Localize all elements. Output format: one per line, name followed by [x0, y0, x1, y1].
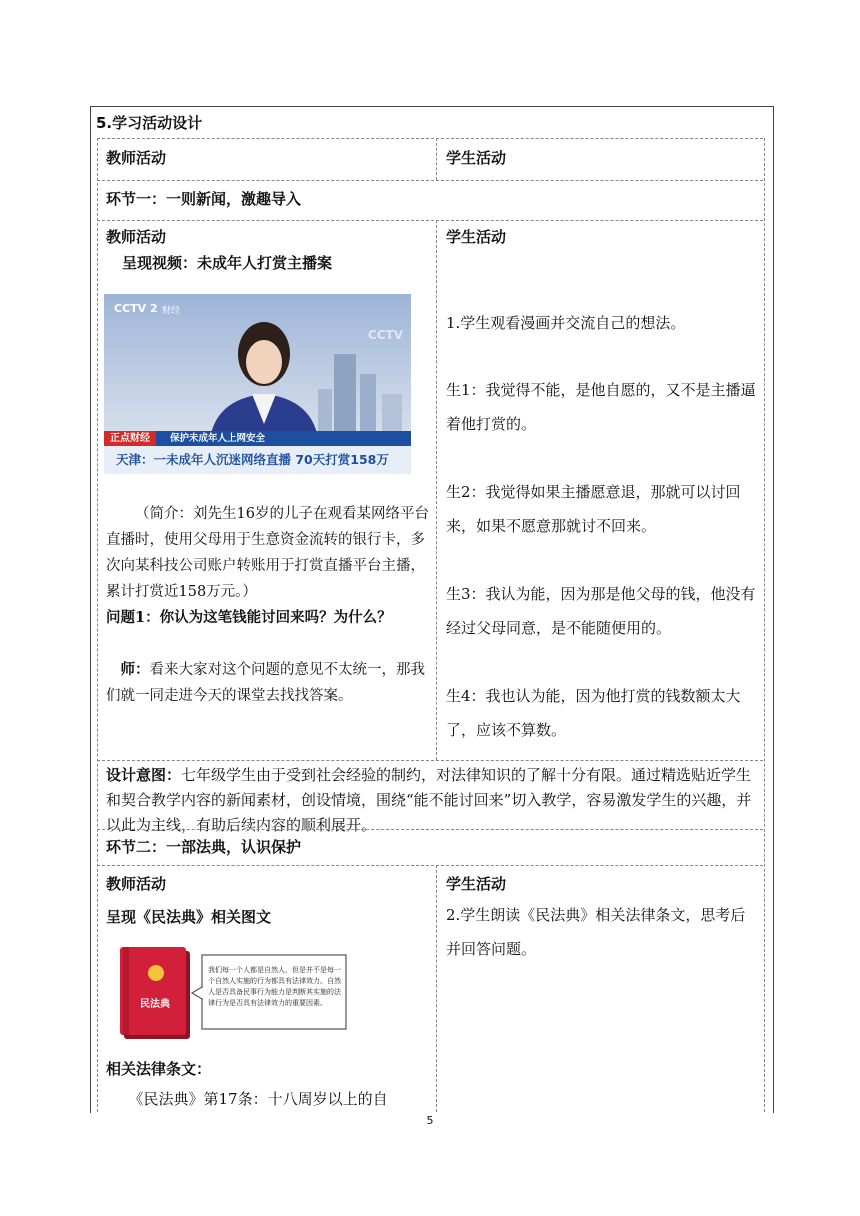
- civil-code-illustration: [120, 947, 350, 1046]
- design-intent-text: 七年级学生由于受到社会经验的制约，对法律知识的了解十分有限。通过精选贴近学生和契合教学内容的新闻素材，创设情境，围绕“能不能讨回来”切入教学，容易激发学生的兴趣，并以此为主线，有助后续内容的顺利展开。: [106, 766, 752, 834]
- stage2-student-text: 2.学生朗读《民法典》相关法律条文，思考后并回答问题。: [446, 906, 746, 958]
- video-title: 呈现视频：未成年人打赏主播案: [122, 254, 333, 272]
- stage1-title: 环节一：一则新闻，激趣导入: [106, 190, 302, 208]
- student-item: 生4：我也认为能，因为他打赏的钱数额太大了，应该不算数。: [446, 687, 741, 739]
- teacher-remark-label: 师：: [120, 661, 150, 678]
- cctv-logo-right: CCTV: [367, 328, 403, 342]
- design-intent: [106, 763, 756, 838]
- row-divider: [97, 865, 763, 866]
- student-item: 生2：我觉得如果主播愿意退，那就可以讨回来，如果不愿意那就讨不回来。: [446, 483, 741, 535]
- law-label: 相关法律条文：: [106, 1060, 212, 1078]
- design-intent-label: 设计意图：: [106, 766, 182, 784]
- news-headline: 天津：一未成年人沉迷网络直播 70天打赏158万: [116, 452, 389, 467]
- column-divider: [436, 220, 437, 760]
- row-divider: [97, 220, 763, 221]
- page-number: 5: [426, 1114, 434, 1127]
- header-teacher: 教师活动: [106, 149, 167, 167]
- stage2-teacher-label: 教师活动: [106, 875, 167, 893]
- stage1-student-label: 学生活动: [446, 228, 507, 246]
- header-student: 学生活动: [446, 149, 507, 167]
- student-item: 生3：我认为能，因为那是他父母的钱，他没有经过父母同意，是不能随便用的。: [446, 585, 756, 637]
- stage2-student-label: 学生活动: [446, 875, 507, 893]
- row-divider: [97, 829, 763, 830]
- student-item: 1.学生观看漫画并交流自己的想法。: [446, 314, 686, 332]
- row-divider: [97, 138, 763, 139]
- stage1-teacher-label: 教师活动: [106, 228, 167, 246]
- student-item: 生1：我觉得不能，是他自愿的，又不是主播逼着他打赏的。: [446, 381, 756, 433]
- civil-code-book-label: 民法典: [140, 999, 170, 1010]
- column-divider: [436, 138, 437, 180]
- row-divider: [97, 760, 763, 761]
- row-divider: [97, 180, 763, 181]
- stage2-title: 环节二：一部法典，认识保护: [106, 838, 302, 856]
- cctv-logo-sub: 财经: [162, 306, 181, 316]
- case-intro: （简介：刘先生16岁的儿子在观看某网络平台直播时，使用父母用于生意资金流转的银行卡，多次向某科技公司账户转账用于打赏直播平台主播，累计打赏近158万元。）: [106, 506, 429, 600]
- civil-code-bubble-text: 我们每一个人都是自然人，但是并不是每一个自然人实施的行为都具有法律效力。自然人是否具备民事行为能力是判断其实施的法律行为是否具有法律效力的重要因素。: [208, 966, 341, 1007]
- section-title: 5.学习活动设计: [96, 114, 203, 132]
- cctv-logo: CCTV 2: [114, 302, 158, 315]
- news-video-still[interactable]: [104, 294, 411, 474]
- news-tag-topic: 保护未成年人上网安全: [170, 433, 266, 444]
- column-divider: [436, 865, 437, 1112]
- teacher-remark-text: 看来大家对这个问题的意见不太统一，那我们就一同走进今天的课堂去找找答案。: [106, 662, 425, 704]
- law-text: 《民法典》第17条：十八周岁以上的自: [128, 1090, 388, 1108]
- question-1: 问题1：你认为这笔钱能讨回来吗？为什么？: [106, 609, 392, 626]
- news-tag-program: 正点财经: [104, 431, 156, 446]
- stage2-show-text: 呈现《民法典》相关图文: [106, 908, 272, 926]
- video-frame-art: [104, 294, 411, 474]
- teacher-remark: [106, 657, 430, 709]
